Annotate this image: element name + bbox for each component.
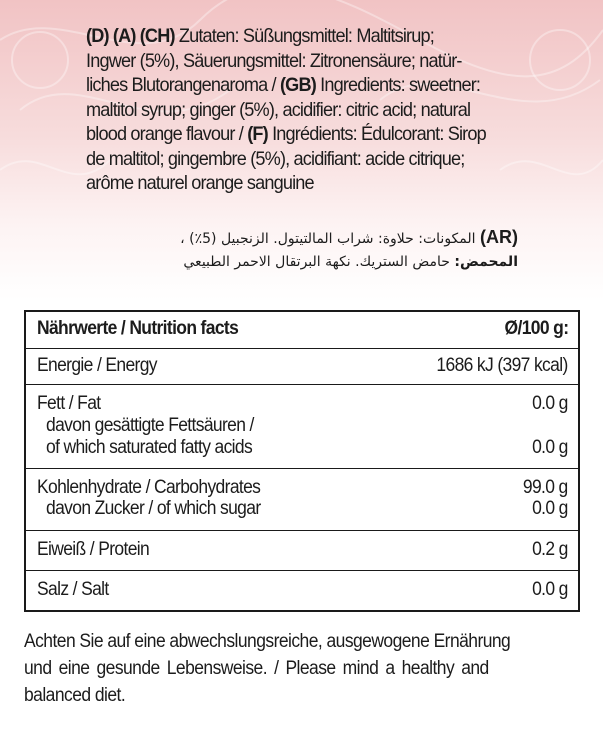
- lang-code-f: (F): [247, 123, 268, 145]
- health-notice-line-2: und eine gesunde Lebensweise. / Please mind a healthy and: [24, 658, 489, 679]
- health-notice-line-1: Achten Sie auf eine abwechslungsreiche, ausgewogene Ernährung: [24, 631, 511, 652]
- nutrition-table: [24, 310, 580, 612]
- ingredients-gb-end: blood orange flavour /: [86, 123, 248, 145]
- health-notice: [24, 628, 576, 709]
- nutrition-row-energy: [26, 348, 578, 384]
- nutrition-row-carbohydrates: [26, 468, 578, 530]
- nutrition-header-label: Nährwerte / Nutrition facts: [37, 318, 239, 339]
- lang-code-gb: (GB): [279, 74, 316, 96]
- sugar-label: davon Zucker / of which sugar: [46, 498, 261, 519]
- fat-label: Fett / Fat: [37, 393, 101, 414]
- ingredients-line-2: Ingwer (5%), Säuerungsmittel: Zitronensäure; natür-: [86, 49, 462, 72]
- arabic-label-acidifier: المحمض:: [454, 254, 518, 270]
- ingredients-text: [86, 24, 495, 196]
- energy-label: Energie / Energy: [37, 355, 157, 376]
- nutrition-row-protein: [26, 530, 578, 570]
- carbohydrates-value: 99.0 g: [523, 477, 568, 498]
- arabic-label-ingredients: المكونات:: [418, 231, 476, 247]
- ingredients-line-7: arôme naturel orange sanguine: [86, 172, 314, 194]
- saturated-fat-value: 0.0 g: [532, 437, 568, 458]
- ingredients-de-end: liches Blutorangenaroma /: [86, 74, 280, 96]
- ingredients-line-4: maltitol syrup; ginger (5%), acidifier: citric acid; natural: [86, 98, 471, 121]
- ingredients-line-6: de maltitol; gingembre (5%), acidifiant: acide citrique;: [86, 147, 465, 170]
- salt-value: 0.0 g: [532, 579, 568, 600]
- saturated-fat-label-2: of which saturated fatty acids: [46, 437, 253, 458]
- health-notice-line-3: balanced diet.: [24, 685, 126, 706]
- ingredients-line-3: [86, 73, 495, 98]
- ingredients-line-1: [86, 24, 495, 49]
- nutrition-header-row: [26, 312, 578, 348]
- carbohydrates-label: Kohlenhydrate / Carbohydrates: [37, 477, 261, 498]
- sugar-value: 0.0 g: [532, 498, 568, 519]
- nutrition-row-fat: [26, 384, 578, 468]
- fat-value: 0.0 g: [532, 393, 568, 414]
- ingredients-de-start: Zutaten: Süßungsmittel: Maltitsirup;: [174, 25, 434, 47]
- ingredients-line-5: [86, 122, 495, 147]
- ingredients-arabic: [108, 226, 518, 274]
- arabic-line-1: [108, 226, 518, 251]
- protein-label: Eiweiß / Protein: [37, 539, 150, 560]
- ingredients-f-start: Ingrédients: Édulcorant: Sirop: [267, 123, 486, 145]
- lang-code-de: (D) (A) (CH): [86, 25, 175, 47]
- arabic-line-2: [108, 251, 518, 274]
- arabic-text-1: حلاوة: شراب المالتيتول. الزنجبيل (5٪) ،: [180, 231, 414, 247]
- protein-value: 0.2 g: [532, 539, 568, 560]
- lang-code-ar: (AR): [480, 227, 518, 247]
- arabic-text-2: حامض الستريك. نكهة البرتقال الاحمر الطبيعي: [183, 254, 450, 270]
- energy-value: 1686 kJ (397 kcal): [436, 355, 568, 376]
- nutrition-row-salt: [26, 570, 578, 610]
- nutrition-header-value: Ø/100 g:: [504, 318, 568, 339]
- saturated-fat-label-1: davon gesättigte Fettsäuren /: [46, 415, 254, 436]
- ingredients-gb-start: Ingredients: sweetner:: [315, 74, 481, 96]
- salt-label: Salz / Salt: [37, 579, 109, 600]
